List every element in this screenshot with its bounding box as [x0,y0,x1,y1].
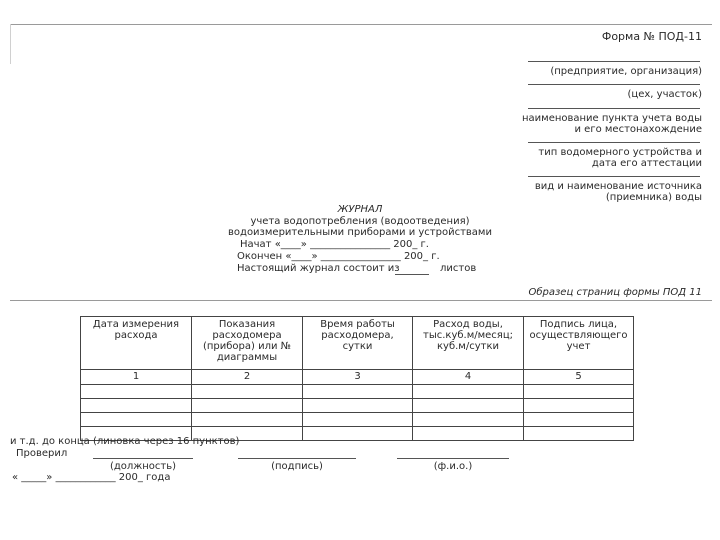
device-blank [528,142,700,143]
column-number: 2 [192,370,303,385]
journal-line-2: водоизмерительными приборами и устройствами [228,227,492,238]
shop-label: (цех, участок) [627,89,702,100]
table-cell [413,413,524,427]
water-accounting-table [80,316,634,441]
separator-line [10,300,712,301]
table-cell [303,413,413,427]
journal-contains-suffix: листов [440,263,477,274]
table-row [81,413,634,427]
table-cell [192,413,303,427]
column-number: 5 [524,370,634,385]
table-row [81,399,634,413]
table-cell [524,427,634,441]
shop-blank [528,84,700,85]
column-header-water-flow: Расход воды, тыс.куб.м/месяц; куб.м/сутки [413,317,524,370]
date-line: « _____» ____________ 200_ года [12,472,171,483]
signature-blank [238,458,356,459]
column-number: 4 [413,370,524,385]
source-label-2: (приемника) воды [605,192,702,203]
table-cell [524,399,634,413]
column-header-signature: Подпись лица, осуществляющего учет [524,317,634,370]
column-header-operation-time: Время работы расходомера, сутки [303,317,413,370]
enterprise-label: (предприятие, организация) [550,66,702,77]
device-label-2: дата его аттестации [591,158,702,169]
device-label-1: тип водомерного устройства и [538,147,702,158]
table-cell [413,399,524,413]
left-border [10,24,11,64]
name-caption: (ф.и.о.) [433,461,473,472]
table-cell [81,399,192,413]
table-cell [303,399,413,413]
source-label-1: вид и наименование источника [534,181,702,192]
journal-title: ЖУРНАЛ [337,204,383,215]
signature-caption: (подпись) [271,461,323,472]
source-blank [528,176,700,177]
table-cell [303,385,413,399]
checked-label: Проверил [16,448,68,459]
table-cell [413,385,524,399]
journal-contains-prefix: Настоящий журнал состоит из [237,263,400,274]
continuation-note: и т.д. до конца (линовка через 16 пунктов) [10,436,240,447]
table-row [81,385,634,399]
top-border [10,24,712,25]
column-number: 1 [81,370,192,385]
table-cell [524,413,634,427]
column-header-readings: Показания расходомера (прибора) или № диаграммы [192,317,303,370]
point-label-2: и его местонахождение [574,124,702,135]
table-number-row [81,370,634,385]
enterprise-blank [528,61,700,62]
point-blank [528,108,700,109]
name-blank [397,458,509,459]
table-cell [81,413,192,427]
table-cell [413,427,524,441]
form-number: Форма № ПОД-11 [601,30,702,43]
sheets-count-blank [395,274,429,275]
table-cell [524,385,634,399]
column-number: 3 [303,370,413,385]
journal-ended: Окончен «____» ________________ 200_ г. [237,251,440,262]
point-label-1: наименование пункта учета воды [521,113,702,124]
journal-line-1: учета водопотребления (водоотведения) [250,216,470,227]
table-header-row [81,317,634,370]
position-caption: (должность) [109,461,177,472]
sample-caption: Образец страниц формы ПОД 11 [528,287,702,298]
column-header-date: Дата измерения расхода [81,317,192,370]
table-cell [192,385,303,399]
table-cell [192,399,303,413]
position-blank [93,458,193,459]
journal-started: Начат «____» ________________ 200_ г. [240,239,429,250]
table-cell [303,427,413,441]
table-cell [81,385,192,399]
